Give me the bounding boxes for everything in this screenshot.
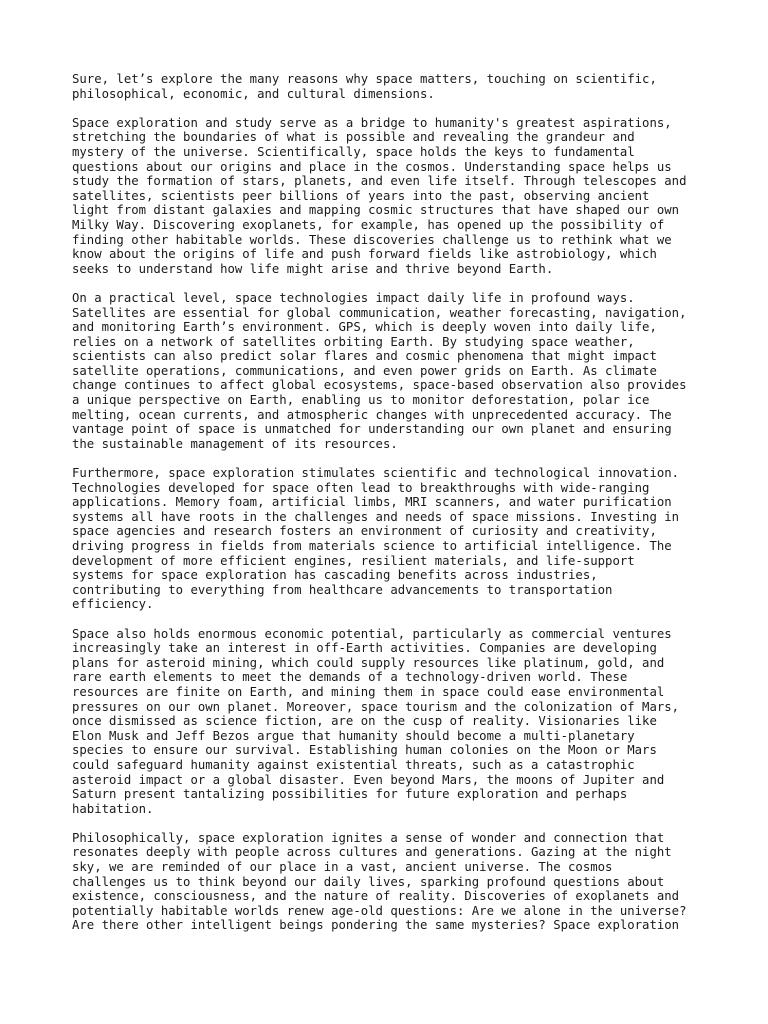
paragraph-practical: On a practical level, space technologies impact daily life in profound ways. Satellites are essential for global communication, weather forecasting, navigation, and monitoring Earth’s environment. GPS, which is deeply woven into daily life, relies on a network of satellites orbiting Earth. By studying space weather, scientists can also predict solar flares and cosmic phenomena that might impact satellite operations, communications, and even power grids on Earth. As climate change continues to affect global ecosystems, space-based observation also provides a unique perspective on Earth, enabling us to monitor deforestation, polar ice melting, ocean currents, and atmospheric changes with unprecedented accuracy. The vantage point of space is unmatched for understanding our own planet and ensuring the sustainable management of its resources.	[72, 290, 687, 451]
paragraph-intro: Sure, let’s explore the many reasons why space matters, touching on scientific, philosophical, economic, and cultural dimensions.	[72, 72, 657, 101]
paragraph-scientific: Space exploration and study serve as a bridge to humanity's greatest aspirations, stretching the boundaries of what is possible and revealing the grandeur and mystery of the universe. Scientifically, space holds the keys to fundamental questions about our origins and place in the cosmos. Understanding space helps us study the formation of stars, planets, and even life itself. Through telescopes and satellites, scientists peer billions of years into the past, observing ancient light from distant galaxies and mapping cosmic structures that have shaped our own Milky Way. Discovering exoplanets, for example, has opened up the possibility of finding other habitable worlds. These discoveries challenge us to rethink what we know about the origins of life and push forward fields like astrobiology, which seeks to understand how life might arise and thrive beyond Earth.	[72, 115, 687, 276]
paragraph-economic: Space also holds enormous economic potential, particularly as commercial ventures increasingly take an interest in off-Earth activities. Companies are developing plans for asteroid mining, which could supply resources like platinum, gold, and rare earth elements to meet the demands of a technology-driven world. These resources are finite on Earth, and mining them in space could ease environmental pressures on our own planet. Moreover, space tourism and the colonization of Mars, once dismissed as science fiction, are on the cusp of reality. Visionaries like Elon Musk and Jeff Bezos argue that humanity should become a multi-planetary species to ensure our survival. Establishing human colonies on the Moon or Mars could safeguard humanity against existential threats, such as a catastrophic asteroid impact or a global disaster. Even beyond Mars, the moons of Jupiter and Saturn present tantalizing possibilities for future exploration and perhaps habitation.	[72, 626, 680, 816]
paragraph-innovation: Furthermore, space exploration stimulates scientific and technological innovation. Technologies developed for space often lead to breakthroughs with wide-ranging applications. Memory foam, artificial limbs, MRI scanners, and water purification systems all have roots in the challenges and needs of space missions. Investing in space agencies and research fosters an environment of curiosity and creativity, driving progress in fields from materials science to artificial intelligence. The development of more efficient engines, resilient materials, and life-support systems for space exploration has cascading benefits across industries, contributing to everything from healthcare advancements to transportation efficiency.	[72, 466, 680, 612]
paragraph-philosophical: Philosophically, space exploration ignites a sense of wonder and connection that resonates deeply with people across cultures and generations. Gazing at the night sky, we are reminded of our place in a vast, ancient universe. The cosmos challenges us to think beyond our daily lives, sparking profound questions about existence, consciousness, and the nature of reality. Discoveries of exoplanets and potentially habitable worlds renew age-old questions: Are we alone in the universe? Are there other intelligent beings pondering the same mysteries? Space exploration	[72, 830, 687, 933]
document-page	[72, 72, 712, 948]
